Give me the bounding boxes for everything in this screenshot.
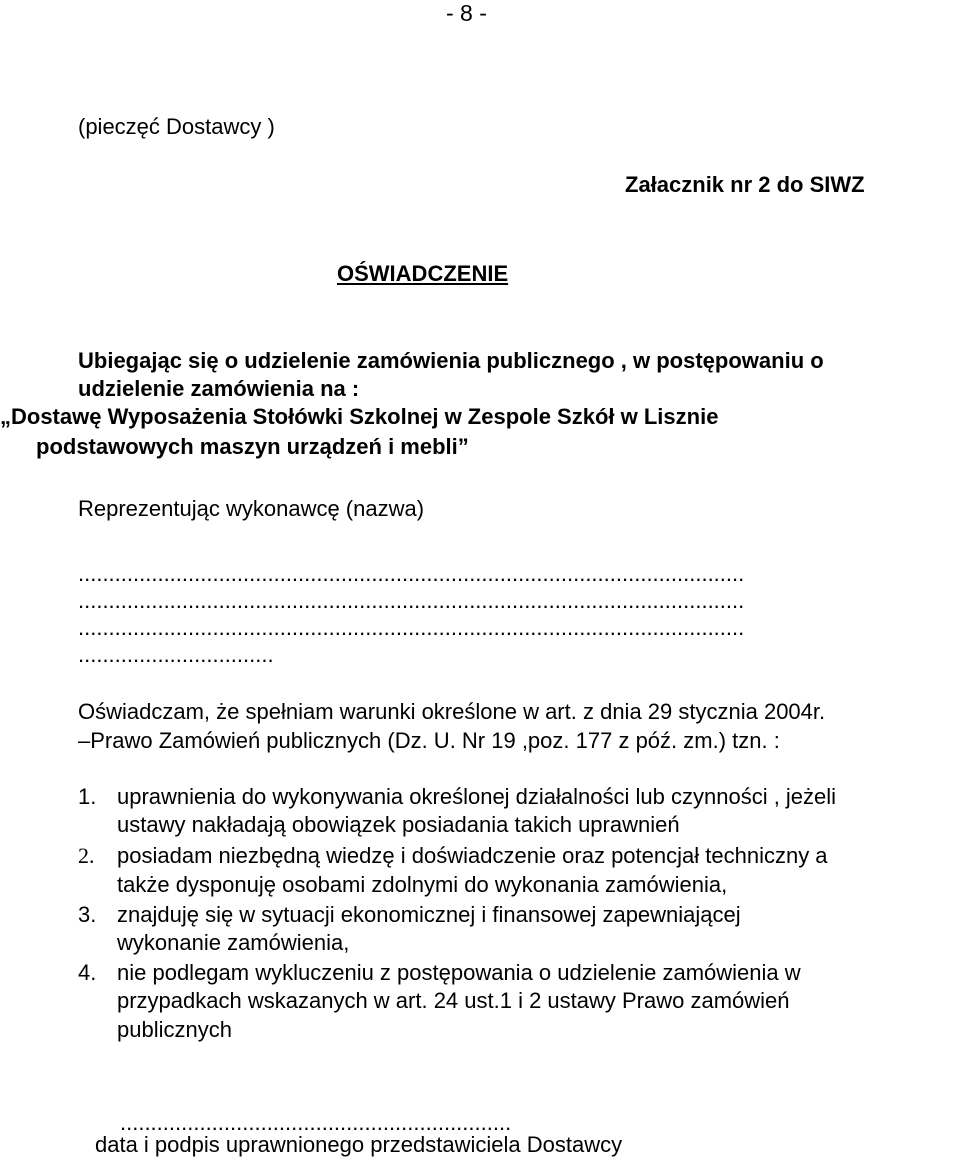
document-title: OŚWIADCZENIE (337, 261, 509, 286)
list-item-text: posiadam niezbędną wiedzę i doświadczenie oraz potencjał techniczny a (117, 843, 828, 868)
list-item-number: 3. (78, 902, 97, 927)
signature-line: ................................................................ (120, 1110, 512, 1135)
page-number: - 8 - (446, 0, 487, 26)
intro-line: udzielenie zamówienia na : (78, 376, 360, 401)
supplier-stamp-label: (pieczęć Dostawcy ) (78, 114, 275, 139)
list-item-text: przypadkach wskazanych w art. 24 ust.1 i 2 ustawy Prawo zamówień (117, 988, 790, 1013)
list-item-text: znajduję się w sytuacji ekonomicznej i finansowej zapewniającej (117, 902, 741, 927)
list-item-number: 4. (78, 960, 97, 985)
dotted-line: ............................................................................................................. (78, 588, 745, 613)
declaration-line: –Prawo Zamówień publicznych (Dz. U. Nr 19 ,poz. 177 z póź. zm.) tzn. : (78, 728, 780, 753)
dotted-line: ................................ (78, 642, 274, 667)
list-item-number: 1. (78, 784, 97, 809)
signature-label: data i podpis uprawnionego przedstawiciela Dostawcy (95, 1132, 623, 1157)
list-item-text: publicznych (117, 1017, 232, 1042)
representing-label: Reprezentując wykonawcę (nazwa) (78, 496, 425, 521)
intro-line: „Dostawę Wyposażenia Stołówki Szkolnej w Zespole Szkół w Lisznie (0, 404, 719, 429)
intro-line: Ubiegając się o udzielenie zamówienia publicznego , w postępowaniu o (78, 348, 824, 373)
declaration-line: Oświadczam, że spełniam warunki określone w art. z dnia 29 stycznia 2004r. (78, 699, 826, 724)
attachment-title: Załacznik nr 2 do SIWZ (625, 172, 865, 197)
intro-line: podstawowych maszyn urządzeń i mebli” (36, 434, 469, 459)
dotted-line: ............................................................................................................. (78, 561, 745, 586)
list-item-number: 2. (78, 843, 95, 868)
dotted-line: ............................................................................................................. (78, 615, 745, 640)
list-item-text: także dysponuję osobami zdolnymi do wykonania zamówienia, (117, 872, 728, 897)
list-item-text: wykonanie zamówienia, (117, 930, 350, 955)
list-item-text: ustawy nakładają obowiązek posiadania takich uprawnień (117, 812, 680, 837)
list-item-text: uprawnienia do wykonywania określonej działalności lub czynności , jeżeli (117, 784, 837, 809)
list-item-text: nie podlegam wykluczeniu z postępowania o udzielenie zamówienia w (117, 960, 801, 985)
